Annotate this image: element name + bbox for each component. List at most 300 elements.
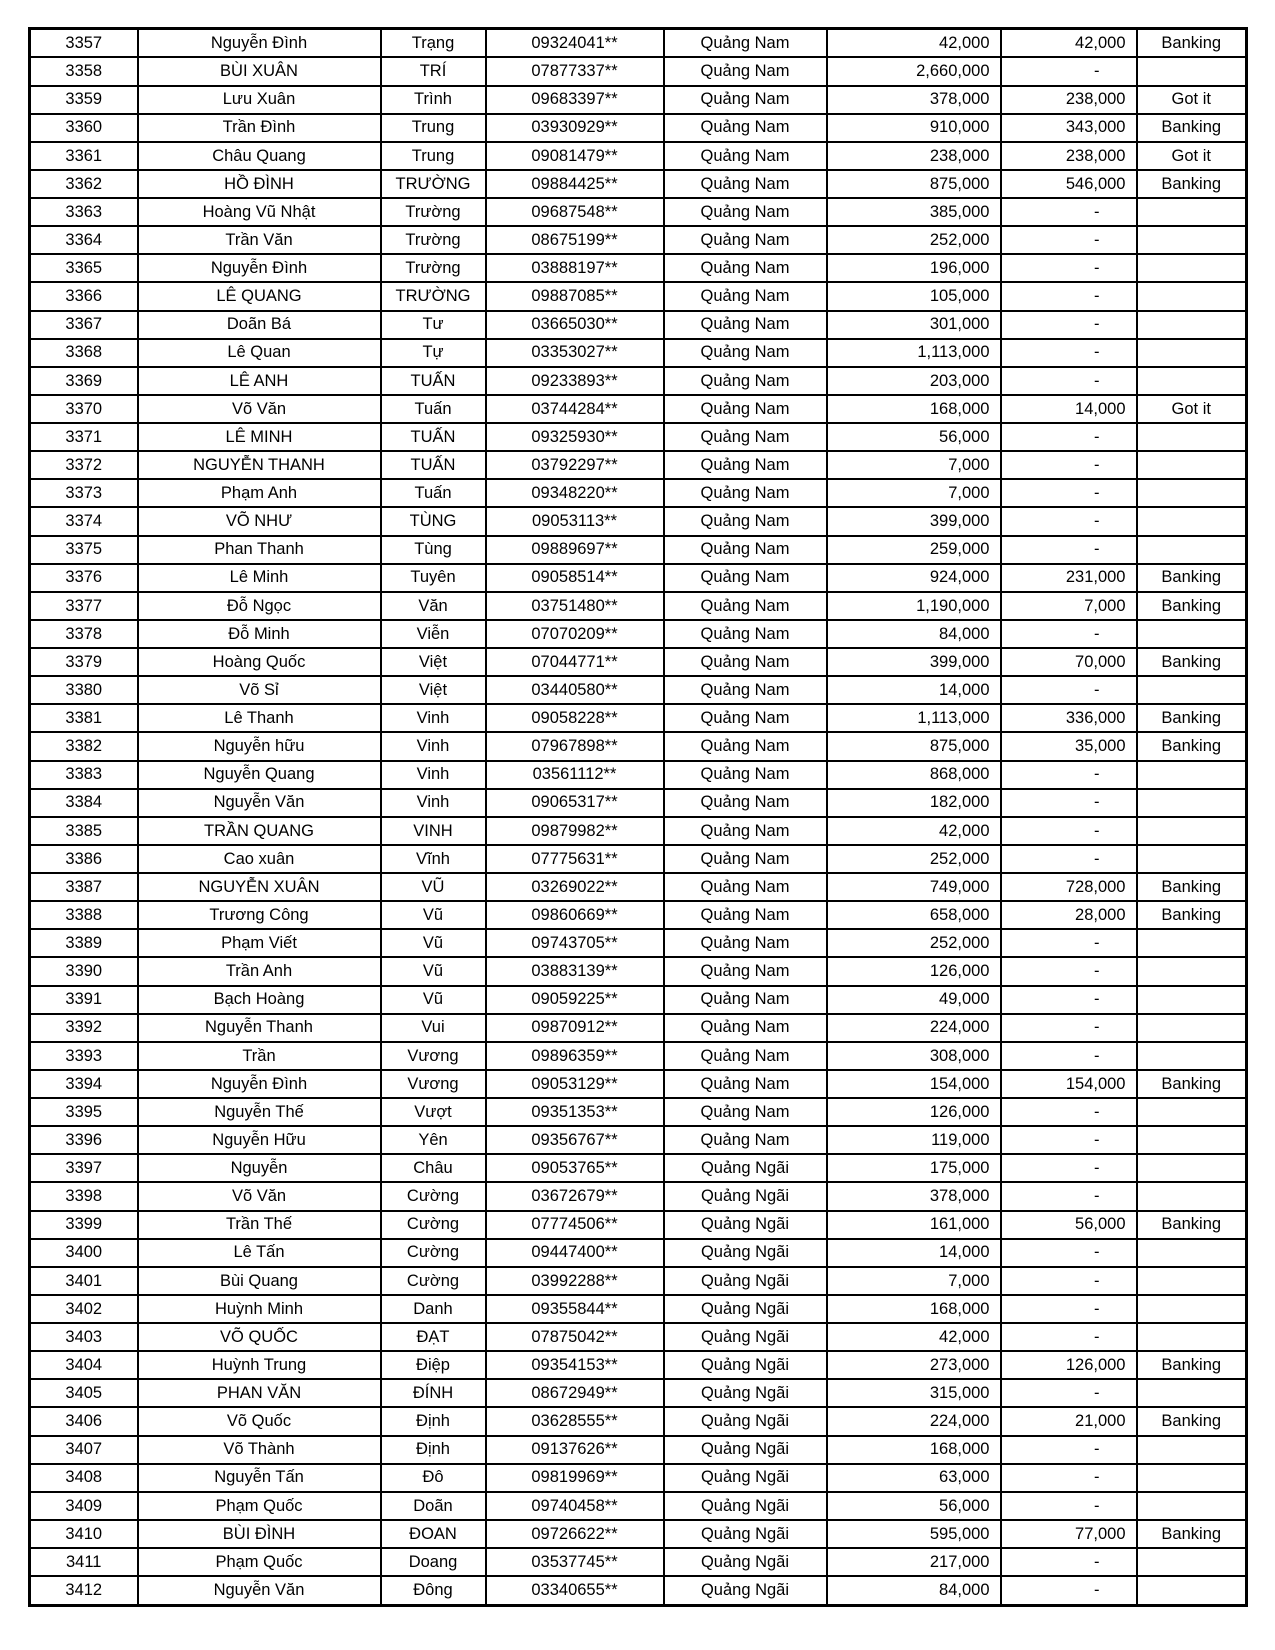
cell-phone: 09447400** bbox=[486, 1239, 664, 1267]
cell-phone: 09053129** bbox=[486, 1070, 664, 1098]
cell-index: 3386 bbox=[30, 845, 138, 873]
cell-last-name: Cường bbox=[381, 1267, 486, 1295]
cell-phone: 09325930** bbox=[486, 423, 664, 451]
cell-status bbox=[1137, 479, 1247, 507]
cell-amount-paid: - bbox=[1001, 226, 1137, 254]
cell-first-name: BÙI ĐÌNH bbox=[138, 1520, 381, 1548]
cell-amount-paid: - bbox=[1001, 1464, 1137, 1492]
cell-last-name: ĐOAN bbox=[381, 1520, 486, 1548]
cell-province: Quảng Nam bbox=[664, 57, 827, 85]
cell-amount-paid: 35,000 bbox=[1001, 732, 1137, 760]
cell-amount-total: 168,000 bbox=[827, 1436, 1001, 1464]
cell-phone: 09348220** bbox=[486, 479, 664, 507]
cell-province: Quảng Nam bbox=[664, 929, 827, 957]
cell-index: 3410 bbox=[30, 1520, 138, 1548]
cell-first-name: Lê Tấn bbox=[138, 1239, 381, 1267]
cell-phone: 03665030** bbox=[486, 311, 664, 339]
cell-phone: 09065317** bbox=[486, 789, 664, 817]
cell-province: Quảng Nam bbox=[664, 789, 827, 817]
cell-phone: 09059225** bbox=[486, 986, 664, 1014]
cell-amount-total: 168,000 bbox=[827, 1295, 1001, 1323]
cell-index: 3409 bbox=[30, 1492, 138, 1520]
cell-phone: 03340655** bbox=[486, 1576, 664, 1605]
cell-last-name: Văn bbox=[381, 592, 486, 620]
cell-first-name: Bạch Hoàng bbox=[138, 986, 381, 1014]
table-row bbox=[30, 564, 1247, 592]
cell-amount-total: 910,000 bbox=[827, 114, 1001, 142]
cell-first-name: BÙI XUÂN bbox=[138, 57, 381, 85]
cell-amount-paid: 231,000 bbox=[1001, 564, 1137, 592]
cell-last-name: Đô bbox=[381, 1464, 486, 1492]
cell-amount-paid: - bbox=[1001, 676, 1137, 704]
cell-index: 3404 bbox=[30, 1351, 138, 1379]
cell-amount-paid: - bbox=[1001, 339, 1137, 367]
cell-amount-paid: 126,000 bbox=[1001, 1351, 1137, 1379]
table-row bbox=[30, 29, 1247, 58]
cell-amount-total: 161,000 bbox=[827, 1211, 1001, 1239]
cell-index: 3388 bbox=[30, 901, 138, 929]
table-row bbox=[30, 1576, 1247, 1605]
cell-index: 3373 bbox=[30, 479, 138, 507]
cell-phone: 07070209** bbox=[486, 620, 664, 648]
cell-province: Quảng Nam bbox=[664, 507, 827, 535]
table-row bbox=[30, 1407, 1247, 1435]
cell-index: 3375 bbox=[30, 536, 138, 564]
cell-amount-total: 42,000 bbox=[827, 817, 1001, 845]
cell-phone: 09884425** bbox=[486, 170, 664, 198]
cell-index: 3411 bbox=[30, 1548, 138, 1576]
cell-phone: 09081479** bbox=[486, 142, 664, 170]
cell-amount-total: 868,000 bbox=[827, 761, 1001, 789]
cell-amount-paid: - bbox=[1001, 929, 1137, 957]
cell-amount-total: 399,000 bbox=[827, 648, 1001, 676]
cell-province: Quảng Nam bbox=[664, 1042, 827, 1070]
cell-amount-paid: 238,000 bbox=[1001, 142, 1137, 170]
cell-status: Banking bbox=[1137, 1407, 1247, 1435]
cell-last-name: Điệp bbox=[381, 1351, 486, 1379]
cell-amount-paid: - bbox=[1001, 761, 1137, 789]
cell-last-name: TÙNG bbox=[381, 507, 486, 535]
cell-phone: 09870912** bbox=[486, 1014, 664, 1042]
cell-phone: 03751480** bbox=[486, 592, 664, 620]
cell-first-name: Huỳnh Minh bbox=[138, 1295, 381, 1323]
cell-first-name: Trần Đình bbox=[138, 114, 381, 142]
cell-amount-total: 301,000 bbox=[827, 311, 1001, 339]
cell-first-name: Hoàng Vũ Nhật bbox=[138, 198, 381, 226]
cell-index: 3358 bbox=[30, 57, 138, 85]
cell-first-name: LÊ MINH bbox=[138, 423, 381, 451]
cell-index: 3405 bbox=[30, 1379, 138, 1407]
cell-province: Quảng Ngãi bbox=[664, 1407, 827, 1435]
cell-status: Banking bbox=[1137, 704, 1247, 732]
table-row bbox=[30, 86, 1247, 114]
cell-amount-paid: - bbox=[1001, 423, 1137, 451]
cell-phone: 03672679** bbox=[486, 1182, 664, 1210]
cell-province: Quảng Nam bbox=[664, 170, 827, 198]
cell-index: 3398 bbox=[30, 1182, 138, 1210]
cell-amount-total: 49,000 bbox=[827, 986, 1001, 1014]
cell-last-name: VŨ bbox=[381, 873, 486, 901]
cell-first-name: Trần bbox=[138, 1042, 381, 1070]
cell-index: 3401 bbox=[30, 1267, 138, 1295]
cell-phone: 08672949** bbox=[486, 1379, 664, 1407]
cell-phone: 09743705** bbox=[486, 929, 664, 957]
cell-amount-total: 252,000 bbox=[827, 845, 1001, 873]
cell-index: 3395 bbox=[30, 1098, 138, 1126]
cell-amount-total: 42,000 bbox=[827, 1323, 1001, 1351]
cell-last-name: Trường bbox=[381, 254, 486, 282]
cell-amount-paid: - bbox=[1001, 1239, 1137, 1267]
cell-first-name: Nguyễn Tấn bbox=[138, 1464, 381, 1492]
cell-amount-paid: - bbox=[1001, 817, 1137, 845]
cell-amount-total: 63,000 bbox=[827, 1464, 1001, 1492]
cell-amount-paid: 21,000 bbox=[1001, 1407, 1137, 1435]
cell-index: 3412 bbox=[30, 1576, 138, 1605]
cell-last-name: Tuấn bbox=[381, 479, 486, 507]
cell-phone: 03561112** bbox=[486, 761, 664, 789]
cell-amount-total: 154,000 bbox=[827, 1070, 1001, 1098]
cell-first-name: Nguyễn Thế bbox=[138, 1098, 381, 1126]
cell-province: Quảng Ngãi bbox=[664, 1295, 827, 1323]
table-row bbox=[30, 817, 1247, 845]
cell-phone: 09687548** bbox=[486, 198, 664, 226]
cell-status bbox=[1137, 311, 1247, 339]
cell-first-name: Võ Văn bbox=[138, 395, 381, 423]
cell-phone: 03888197** bbox=[486, 254, 664, 282]
cell-amount-paid: - bbox=[1001, 57, 1137, 85]
cell-last-name: TRÍ bbox=[381, 57, 486, 85]
cell-index: 3363 bbox=[30, 198, 138, 226]
table-row bbox=[30, 957, 1247, 985]
cell-index: 3407 bbox=[30, 1436, 138, 1464]
cell-amount-total: 224,000 bbox=[827, 1014, 1001, 1042]
table-row bbox=[30, 1042, 1247, 1070]
cell-index: 3377 bbox=[30, 592, 138, 620]
cell-first-name: Nguyễn Đình bbox=[138, 1070, 381, 1098]
cell-last-name: Vũ bbox=[381, 929, 486, 957]
cell-province: Quảng Nam bbox=[664, 592, 827, 620]
cell-status bbox=[1137, 1042, 1247, 1070]
cell-first-name: HỒ ĐÌNH bbox=[138, 170, 381, 198]
cell-index: 3371 bbox=[30, 423, 138, 451]
table-row bbox=[30, 986, 1247, 1014]
cell-first-name: Hoàng Quốc bbox=[138, 648, 381, 676]
cell-province: Quảng Ngãi bbox=[664, 1267, 827, 1295]
cell-province: Quảng Ngãi bbox=[664, 1239, 827, 1267]
cell-status bbox=[1137, 1182, 1247, 1210]
cell-phone: 03930929** bbox=[486, 114, 664, 142]
cell-province: Quảng Nam bbox=[664, 254, 827, 282]
table-row bbox=[30, 1351, 1247, 1379]
cell-province: Quảng Ngãi bbox=[664, 1464, 827, 1492]
data-table bbox=[28, 27, 1248, 1607]
table-row bbox=[30, 845, 1247, 873]
cell-amount-total: 378,000 bbox=[827, 86, 1001, 114]
cell-last-name: Vĩnh bbox=[381, 845, 486, 873]
table-body bbox=[30, 29, 1247, 1606]
cell-amount-paid: - bbox=[1001, 198, 1137, 226]
cell-phone: 09354153** bbox=[486, 1351, 664, 1379]
cell-amount-paid: 546,000 bbox=[1001, 170, 1137, 198]
cell-province: Quảng Nam bbox=[664, 620, 827, 648]
cell-amount-total: 259,000 bbox=[827, 536, 1001, 564]
cell-amount-total: 399,000 bbox=[827, 507, 1001, 535]
cell-amount-paid: - bbox=[1001, 1267, 1137, 1295]
cell-last-name: Việt bbox=[381, 648, 486, 676]
cell-first-name: Trương Công bbox=[138, 901, 381, 929]
cell-phone: 07877337** bbox=[486, 57, 664, 85]
table-row bbox=[30, 901, 1247, 929]
cell-status bbox=[1137, 1239, 1247, 1267]
cell-index: 3361 bbox=[30, 142, 138, 170]
table-row bbox=[30, 620, 1247, 648]
cell-index: 3382 bbox=[30, 732, 138, 760]
cell-phone: 03628555** bbox=[486, 1407, 664, 1435]
cell-amount-paid: 77,000 bbox=[1001, 1520, 1137, 1548]
table-row bbox=[30, 311, 1247, 339]
cell-amount-paid: - bbox=[1001, 986, 1137, 1014]
cell-status bbox=[1137, 817, 1247, 845]
cell-index: 3364 bbox=[30, 226, 138, 254]
cell-amount-total: 126,000 bbox=[827, 1098, 1001, 1126]
cell-amount-total: 273,000 bbox=[827, 1351, 1001, 1379]
cell-status bbox=[1137, 620, 1247, 648]
cell-last-name: Vũ bbox=[381, 986, 486, 1014]
cell-status bbox=[1137, 1126, 1247, 1154]
cell-phone: 09896359** bbox=[486, 1042, 664, 1070]
cell-province: Quảng Nam bbox=[664, 423, 827, 451]
table-row bbox=[30, 1267, 1247, 1295]
cell-phone: 08675199** bbox=[486, 226, 664, 254]
cell-province: Quảng Nam bbox=[664, 282, 827, 310]
cell-phone: 09860669** bbox=[486, 901, 664, 929]
cell-index: 3402 bbox=[30, 1295, 138, 1323]
cell-index: 3369 bbox=[30, 367, 138, 395]
cell-first-name: Võ Thành bbox=[138, 1436, 381, 1464]
cell-first-name: Lê Quan bbox=[138, 339, 381, 367]
cell-status bbox=[1137, 1464, 1247, 1492]
cell-last-name: TRƯỜNG bbox=[381, 282, 486, 310]
cell-status bbox=[1137, 761, 1247, 789]
cell-province: Quảng Ngãi bbox=[664, 1211, 827, 1239]
cell-amount-total: 238,000 bbox=[827, 142, 1001, 170]
table-row bbox=[30, 873, 1247, 901]
table-row bbox=[30, 761, 1247, 789]
cell-index: 3368 bbox=[30, 339, 138, 367]
cell-last-name: Việt bbox=[381, 676, 486, 704]
cell-phone: 09819969** bbox=[486, 1464, 664, 1492]
cell-first-name: PHAN VĂN bbox=[138, 1379, 381, 1407]
cell-last-name: Vương bbox=[381, 1070, 486, 1098]
cell-status bbox=[1137, 1492, 1247, 1520]
cell-first-name: NGUYỄN XUÂN bbox=[138, 873, 381, 901]
cell-amount-paid: - bbox=[1001, 1323, 1137, 1351]
cell-province: Quảng Nam bbox=[664, 29, 827, 58]
cell-status bbox=[1137, 282, 1247, 310]
cell-status bbox=[1137, 1098, 1247, 1126]
cell-status: Banking bbox=[1137, 648, 1247, 676]
table-row bbox=[30, 676, 1247, 704]
cell-province: Quảng Nam bbox=[664, 901, 827, 929]
cell-province: Quảng Nam bbox=[664, 1126, 827, 1154]
cell-amount-paid: 42,000 bbox=[1001, 29, 1137, 58]
cell-province: Quảng Nam bbox=[664, 1098, 827, 1126]
cell-last-name: Trung bbox=[381, 142, 486, 170]
cell-province: Quảng Nam bbox=[664, 732, 827, 760]
cell-phone: 07875042** bbox=[486, 1323, 664, 1351]
cell-status bbox=[1137, 789, 1247, 817]
cell-last-name: Trường bbox=[381, 226, 486, 254]
table-row bbox=[30, 226, 1247, 254]
cell-status bbox=[1137, 536, 1247, 564]
cell-last-name: Cường bbox=[381, 1211, 486, 1239]
cell-last-name: Châu bbox=[381, 1154, 486, 1182]
cell-last-name: ĐÍNH bbox=[381, 1379, 486, 1407]
cell-amount-total: 105,000 bbox=[827, 282, 1001, 310]
cell-phone: 07967898** bbox=[486, 732, 664, 760]
cell-amount-total: 7,000 bbox=[827, 479, 1001, 507]
table-row bbox=[30, 1492, 1247, 1520]
table-row bbox=[30, 1379, 1247, 1407]
cell-index: 3383 bbox=[30, 761, 138, 789]
cell-status: Got it bbox=[1137, 86, 1247, 114]
table-row bbox=[30, 142, 1247, 170]
cell-status: Banking bbox=[1137, 901, 1247, 929]
cell-last-name: TUẤN bbox=[381, 367, 486, 395]
table-row bbox=[30, 789, 1247, 817]
cell-first-name: Võ Sỉ bbox=[138, 676, 381, 704]
cell-status bbox=[1137, 507, 1247, 535]
cell-amount-paid: - bbox=[1001, 1295, 1137, 1323]
cell-phone: 03792297** bbox=[486, 451, 664, 479]
cell-first-name: Nguyễn Đình bbox=[138, 29, 381, 58]
cell-first-name: Võ Văn bbox=[138, 1182, 381, 1210]
table-row bbox=[30, 114, 1247, 142]
cell-amount-total: 875,000 bbox=[827, 732, 1001, 760]
table-row bbox=[30, 395, 1247, 423]
cell-index: 3406 bbox=[30, 1407, 138, 1435]
cell-amount-paid: 56,000 bbox=[1001, 1211, 1137, 1239]
cell-status bbox=[1137, 198, 1247, 226]
cell-last-name: Đông bbox=[381, 1576, 486, 1605]
table-row bbox=[30, 1070, 1247, 1098]
cell-first-name: Phạm Anh bbox=[138, 479, 381, 507]
cell-status: Banking bbox=[1137, 732, 1247, 760]
cell-status: Banking bbox=[1137, 114, 1247, 142]
cell-first-name: Châu Quang bbox=[138, 142, 381, 170]
cell-province: Quảng Ngãi bbox=[664, 1323, 827, 1351]
cell-phone: 09355844** bbox=[486, 1295, 664, 1323]
cell-province: Quảng Nam bbox=[664, 226, 827, 254]
cell-amount-paid: - bbox=[1001, 1492, 1137, 1520]
cell-status: Banking bbox=[1137, 873, 1247, 901]
cell-province: Quảng Nam bbox=[664, 198, 827, 226]
cell-status bbox=[1137, 423, 1247, 451]
cell-amount-paid: - bbox=[1001, 1154, 1137, 1182]
cell-first-name: Nguyễn Quang bbox=[138, 761, 381, 789]
cell-phone: 09887085** bbox=[486, 282, 664, 310]
cell-status bbox=[1137, 254, 1247, 282]
cell-province: Quảng Nam bbox=[664, 536, 827, 564]
table-row bbox=[30, 1126, 1247, 1154]
cell-status bbox=[1137, 676, 1247, 704]
cell-province: Quảng Ngãi bbox=[664, 1576, 827, 1605]
cell-phone: 09053113** bbox=[486, 507, 664, 535]
table-row bbox=[30, 1154, 1247, 1182]
cell-last-name: Vũ bbox=[381, 901, 486, 929]
cell-first-name: Bùi Quang bbox=[138, 1267, 381, 1295]
cell-amount-paid: - bbox=[1001, 507, 1137, 535]
cell-amount-paid: - bbox=[1001, 1126, 1137, 1154]
cell-index: 3392 bbox=[30, 1014, 138, 1042]
table-row bbox=[30, 423, 1247, 451]
table-row bbox=[30, 1520, 1247, 1548]
cell-status: Banking bbox=[1137, 564, 1247, 592]
cell-index: 3391 bbox=[30, 986, 138, 1014]
cell-status bbox=[1137, 451, 1247, 479]
cell-last-name: Tuấn bbox=[381, 395, 486, 423]
cell-last-name: Trình bbox=[381, 86, 486, 114]
cell-first-name: Huỳnh Trung bbox=[138, 1351, 381, 1379]
cell-amount-total: 126,000 bbox=[827, 957, 1001, 985]
cell-phone: 09740458** bbox=[486, 1492, 664, 1520]
cell-first-name: LÊ ANH bbox=[138, 367, 381, 395]
cell-first-name: NGUYỄN THANH bbox=[138, 451, 381, 479]
cell-status: Banking bbox=[1137, 1351, 1247, 1379]
cell-last-name: Vinh bbox=[381, 789, 486, 817]
cell-last-name: Vượt bbox=[381, 1098, 486, 1126]
cell-last-name: Tuyên bbox=[381, 564, 486, 592]
cell-amount-paid: - bbox=[1001, 451, 1137, 479]
cell-last-name: Vui bbox=[381, 1014, 486, 1042]
cell-province: Quảng Nam bbox=[664, 676, 827, 704]
cell-status: Banking bbox=[1137, 1070, 1247, 1098]
cell-status bbox=[1137, 367, 1247, 395]
table-row bbox=[30, 929, 1247, 957]
cell-index: 3378 bbox=[30, 620, 138, 648]
cell-amount-total: 196,000 bbox=[827, 254, 1001, 282]
table-row bbox=[30, 367, 1247, 395]
cell-phone: 03440580** bbox=[486, 676, 664, 704]
cell-last-name: Vũ bbox=[381, 957, 486, 985]
cell-index: 3360 bbox=[30, 114, 138, 142]
table-row bbox=[30, 339, 1247, 367]
cell-phone: 09137626** bbox=[486, 1436, 664, 1464]
cell-last-name: Vương bbox=[381, 1042, 486, 1070]
cell-phone: 03883139** bbox=[486, 957, 664, 985]
cell-last-name: Cường bbox=[381, 1239, 486, 1267]
cell-first-name: Doãn Bá bbox=[138, 311, 381, 339]
cell-status: Banking bbox=[1137, 170, 1247, 198]
cell-phone: 03537745** bbox=[486, 1548, 664, 1576]
cell-amount-paid: - bbox=[1001, 789, 1137, 817]
table-row bbox=[30, 1182, 1247, 1210]
table-row bbox=[30, 1436, 1247, 1464]
cell-status: Banking bbox=[1137, 1520, 1247, 1548]
table-row bbox=[30, 592, 1247, 620]
cell-province: Quảng Nam bbox=[664, 86, 827, 114]
cell-province: Quảng Nam bbox=[664, 395, 827, 423]
cell-amount-paid: - bbox=[1001, 1014, 1137, 1042]
cell-status: Got it bbox=[1137, 395, 1247, 423]
cell-province: Quảng Nam bbox=[664, 817, 827, 845]
cell-status bbox=[1137, 339, 1247, 367]
cell-index: 3396 bbox=[30, 1126, 138, 1154]
cell-amount-paid: - bbox=[1001, 957, 1137, 985]
cell-first-name: TRẦN QUANG bbox=[138, 817, 381, 845]
cell-first-name: Võ Quốc bbox=[138, 1407, 381, 1435]
table-row bbox=[30, 648, 1247, 676]
